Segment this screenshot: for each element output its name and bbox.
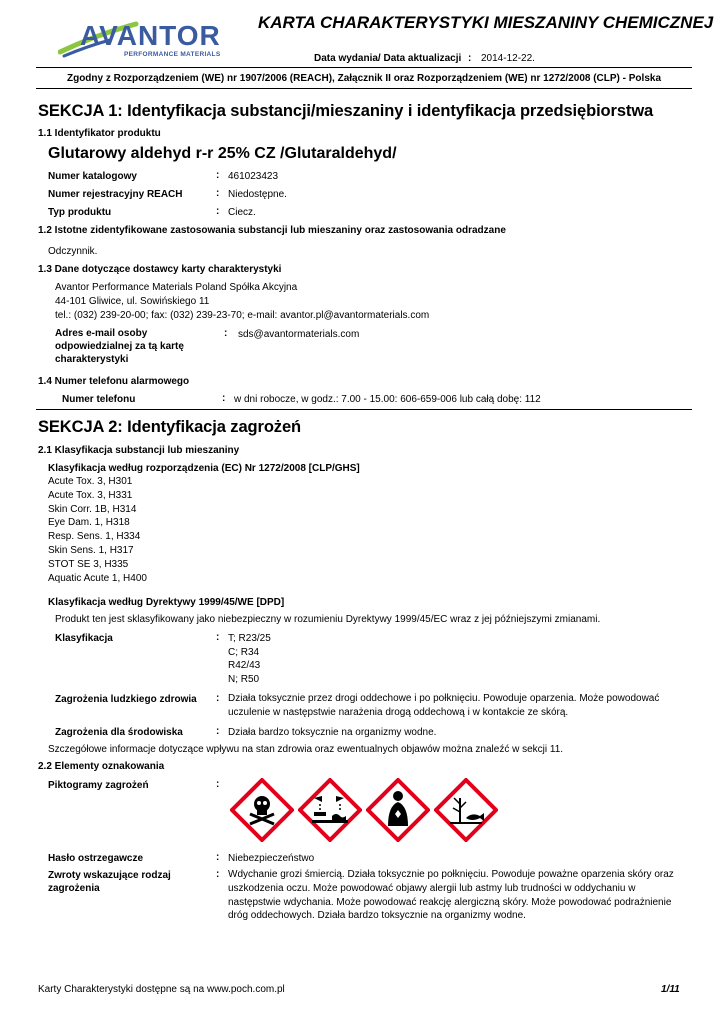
email-value: sds@avantormaterials.com (238, 329, 360, 340)
list-item: Acute Tox. 3, H331 (48, 489, 133, 501)
colon: : (216, 188, 220, 199)
dpd-classification-text: Produkt ten jest sklasyfikowany jako niebezpieczny w rozumieniu Dyrektywy 1999/45/EC wraz z jej późniejszymi zmianami. (55, 614, 601, 625)
phone-value: w dni robocze, w godz.: 7.00 - 15.00: 606-659-006 lub całą dobę: 112 (234, 394, 541, 405)
header-divider-2 (36, 88, 692, 89)
subsection-2-1-heading: 2.1 Klasyfikacja substancji lub mieszaniny (38, 445, 240, 456)
subsection-1-1-heading: 1.1 Identyfikator produktu (38, 128, 161, 139)
email-label: Adres e-mail osoby odpowiedzialnej za tą kartę charakterystyki (55, 328, 184, 365)
colon: : (224, 328, 228, 339)
phone-label: Numer telefonu (62, 394, 136, 405)
hazard-statements-value: Wdychanie grozi śmiercią. Działa toksycznie po połknięciu. Powoduje poważne oparzenia skóry oraz uszkodzenia oczu. Może powodować objawy alergii lub astmy lub trudności w oddychaniu w następstwie wdychania. Może powodować reakcję alergiczną skóry. Może powodować podrażnienie dróg oddechowych. Działa bardzo toksycznie na organizmy wodne. (228, 869, 674, 922)
catalog-number-value: 461023423 (228, 171, 279, 182)
issue-date-label: Data wydania/ Data aktualizacji (314, 53, 462, 64)
list-item: Acute Tox. 3, H301 (48, 476, 133, 487)
pictograms-label: Piktogramy zagrożeń (48, 780, 149, 791)
product-name: Glutarowy aldehyd r-r 25% CZ /Glutaraldehyd/ (48, 145, 397, 162)
reach-number-label: Numer rejestracyjny REACH (48, 189, 183, 200)
colon: : (216, 206, 220, 217)
signal-word-value: Niebezpieczeństwo (228, 853, 315, 864)
environment-hazards-label: Zagrożenia dla środowiska (55, 727, 183, 738)
logo-wordmark: AVANTOR (80, 20, 221, 51)
colon: : (216, 852, 220, 863)
product-type-label: Typ produktu (48, 207, 112, 218)
colon: : (216, 869, 220, 880)
classification-label: Klasyfikacja (55, 633, 113, 644)
list-item: Skin Corr. 1B, H314 (48, 503, 137, 515)
colon: : (216, 779, 220, 790)
logo-tagline: PERFORMANCE MATERIALS (124, 51, 221, 58)
corrosion-icon (298, 778, 362, 842)
skull-crossbones-icon (230, 778, 294, 842)
hazard-statements-label: Zwroty wskazujące rodzaj zagrożenia (48, 870, 171, 894)
environment-icon (434, 778, 498, 842)
subsection-1-4-heading: 1.4 Numer telefonu alarmowego (38, 376, 190, 387)
supplier-address: 44-101 Gliwice, ul. Sowińskiego 11 (55, 296, 210, 307)
colon: : (222, 393, 226, 404)
environment-hazards-value: Działa bardzo toksycznie na organizmy wodne. (228, 727, 437, 738)
product-type-value: Ciecz. (228, 207, 256, 218)
document-title: KARTA CHARAKTERYSTYKI MIESZANINY CHEMICZNEJ (258, 13, 714, 32)
avantor-logo (58, 14, 238, 62)
clp-classification-heading: Klasyfikacja według rozporządzenia (EC) Nr 1272/2008 [CLP/GHS] (48, 463, 360, 474)
health-hazard-icon (366, 778, 430, 842)
colon: : (216, 632, 220, 643)
page-number: 1/11 (661, 984, 680, 995)
list-item: N; R50 (228, 673, 260, 685)
signal-word-label: Hasło ostrzegawcze (48, 853, 144, 864)
issue-date-colon: : (468, 53, 472, 64)
colon: : (216, 726, 220, 737)
supplier-name: Avantor Performance Materials Poland Spółka Akcyjna (55, 282, 298, 293)
section-1-heading: SEKCJA 1: Identyfikacja substancji/mieszaniny i identyfikacja przedsiębiorstwa (38, 102, 654, 120)
list-item: Resp. Sens. 1, H334 (48, 531, 141, 543)
list-item: R42/43 (228, 660, 261, 671)
reach-number-value: Niedostępne. (228, 189, 287, 200)
list-item: C; R34 (228, 646, 260, 658)
subsection-1-3-heading: 1.3 Dane dotyczące dostawcy karty charakterystyki (38, 264, 282, 275)
subsection-2-2-heading: 2.2 Elementy oznakowania (38, 761, 165, 772)
clp-classification-list (48, 475, 147, 585)
classification-values (228, 632, 271, 686)
dpd-classification-heading: Klasyfikacja według Dyrektywy 1999/45/WE [DPD] (48, 597, 285, 608)
list-item: STOT SE 3, H335 (48, 558, 129, 570)
footer-link-text: Karty Charakterystyki dostępne są na www.poch.com.pl (38, 984, 285, 995)
list-item: Skin Sens. 1, H317 (48, 544, 134, 556)
supplier-contact: tel.: (032) 239-20-00; fax: (032) 239-23-70; e-mail: avantor.pl@avantormaterials.com (55, 310, 430, 321)
catalog-number-label: Numer katalogowy (48, 171, 137, 182)
section-divider (36, 409, 692, 410)
identified-uses-value: Odczynnik. (48, 246, 98, 257)
colon: : (216, 693, 220, 704)
list-item: T; R23/25 (228, 633, 271, 644)
list-item: Aquatic Acute 1, H400 (48, 572, 147, 584)
subsection-1-2-heading: 1.2 Istotne zidentyfikowane zastosowania substancji lub mieszaniny oraz zastosowania odradzane (38, 225, 506, 236)
health-hazards-value: Działa toksycznie przez drogi oddechowe i po połknięciu. Powoduje oparzenia. Może powodować uczulenie w następstwie narażenia drogą oddechową i w kontakcie ze skórą. (228, 693, 660, 718)
health-hazards-label: Zagrożenia ludzkiego zdrowia (55, 694, 197, 705)
regulation-line: Zgodny z Rozporządzeniem (WE) nr 1907/2006 (REACH), Załącznik II oraz Rozporządzeniem (WE) nr 1272/2008 (CLP) - Polska (66, 73, 662, 84)
issue-date-value: 2014-12-22. (481, 53, 535, 64)
list-item: Eye Dam. 1, H318 (48, 517, 130, 529)
section-2-heading: SEKCJA 2: Identyfikacja zagrożeń (38, 418, 302, 436)
colon: : (216, 170, 220, 181)
health-details-text: Szczegółowe informacje dotyczące wpływu na stan zdrowia oraz ewentualnych objawów można znaleźć w sekcji 11. (48, 744, 564, 755)
header-divider (36, 67, 692, 68)
